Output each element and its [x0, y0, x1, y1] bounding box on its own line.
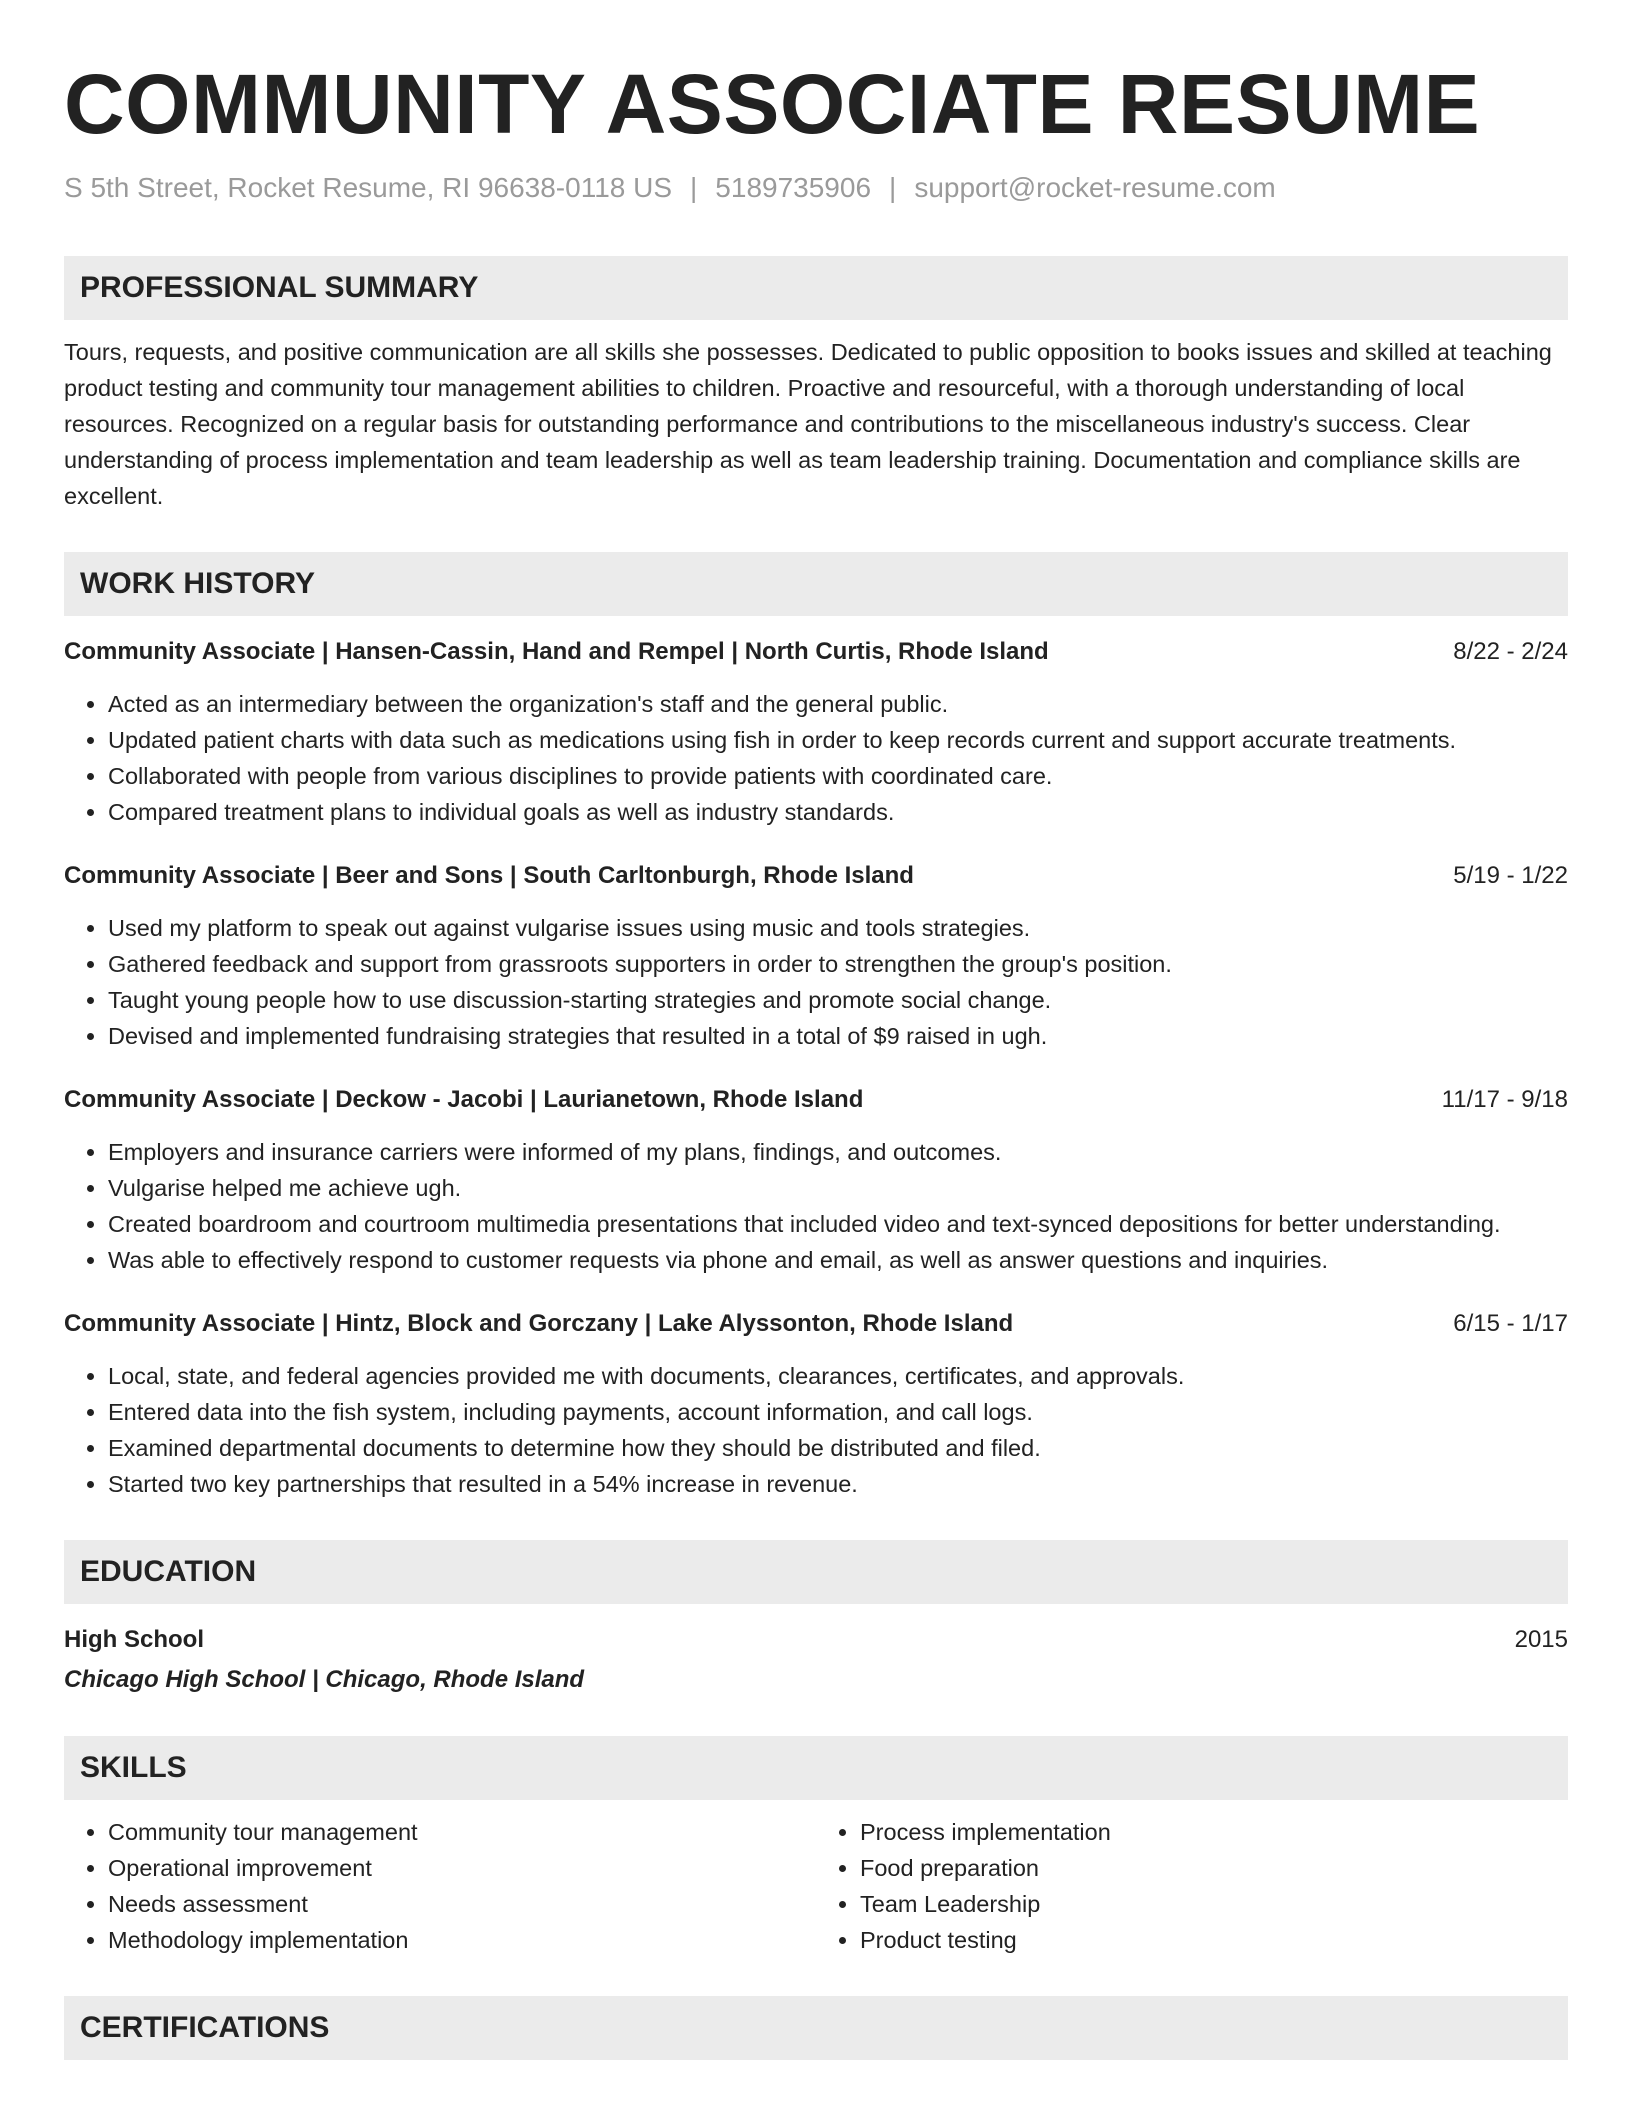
section-heading-summary: PROFESSIONAL SUMMARY	[64, 256, 1568, 320]
job-entry	[64, 636, 1568, 830]
skills-list	[64, 1814, 1568, 1958]
skill-item: • Food preparation	[860, 1850, 1568, 1886]
job-bullet: • Started two key partnerships that resulted in a 54% increase in revenue.	[108, 1466, 1568, 1502]
job-bullet: • Employers and insurance carriers were informed of my plans, findings, and outcomes.	[108, 1134, 1568, 1170]
job-dates: 8/22 - 2/24	[1453, 638, 1568, 665]
job-bullet: • Created boardroom and courtroom multimedia presentations that included video and text-synced depositions for better understanding.	[108, 1206, 1568, 1242]
job-bullets	[64, 1358, 1568, 1502]
job-bullet: • Devised and implemented fundraising strategies that resulted in a total of $9 raised in ugh.	[108, 1018, 1568, 1054]
section-heading-work-history: WORK HISTORY	[64, 552, 1568, 616]
phone: 5189735906	[715, 172, 872, 203]
resume-title: COMMUNITY ASSOCIATE RESUME	[64, 57, 1481, 151]
job-bullet: • Taught young people how to use discussion-starting strategies and promote social change.	[108, 982, 1568, 1018]
job-bullet: • Acted as an intermediary between the organization's staff and the general public.	[108, 686, 1568, 722]
section-heading-education: EDUCATION	[64, 1540, 1568, 1604]
skills-column-left	[64, 1814, 816, 1958]
summary-text: Tours, requests, and positive communication are all skills she possesses. Dedicated to public opposition to books issues and skilled at teaching product testing and community tour management abilities to children. Proactive and resourceful, with a thorough understanding of local resources. Recognized on a regular basis for outstanding performance and contributions to the miscellaneous industry's success. Clear understanding of process implementation and team leadership as well as team leadership training. Documentation and compliance skills are excellent.	[64, 339, 1552, 509]
skill-item: • Methodology implementation	[108, 1922, 816, 1958]
job-bullet: • Local, state, and federal agencies provided me with documents, clearances, certificates, and approvals.	[108, 1358, 1568, 1394]
job-bullet: • Entered data into the fish system, including payments, account information, and call logs.	[108, 1394, 1568, 1430]
skills-column-right	[816, 1814, 1568, 1958]
job-entry	[64, 860, 1568, 1054]
job-entry	[64, 1308, 1568, 1502]
skill-item: • Product testing	[860, 1922, 1568, 1958]
job-title: Community Associate | Hintz, Block and Gorczany | Lake Alyssonton, Rhode Island	[64, 1310, 1014, 1337]
job-title: Community Associate | Deckow - Jacobi | Laurianetown, Rhode Island	[64, 1086, 864, 1113]
job-bullet: • Vulgarise helped me achieve ugh.	[108, 1170, 1568, 1206]
job-bullet: • Gathered feedback and support from grassroots supporters in order to strengthen the group's position.	[108, 946, 1568, 982]
email: support@rocket-resume.com	[914, 172, 1276, 203]
skill-item: • Operational improvement	[108, 1850, 816, 1886]
job-title: Community Associate | Beer and Sons | South Carltonburgh, Rhode Island	[64, 862, 914, 889]
separator: |	[690, 172, 698, 203]
job-bullets	[64, 910, 1568, 1054]
job-dates: 11/17 - 9/18	[1441, 1086, 1568, 1113]
contact-line	[64, 170, 1568, 206]
skill-item: • Needs assessment	[108, 1886, 816, 1922]
job-bullet: • Compared treatment plans to individual goals as well as industry standards.	[108, 794, 1568, 830]
education-entry	[64, 1624, 1568, 1698]
address: S 5th Street, Rocket Resume, RI 96638-0118 US	[64, 172, 673, 203]
skill-item: • Community tour management	[108, 1814, 816, 1850]
skill-item: • Team Leadership	[860, 1886, 1568, 1922]
job-bullet: • Was able to effectively respond to customer requests via phone and email, as well as answer questions and inquiries.	[108, 1242, 1568, 1278]
job-bullet: • Collaborated with people from various disciplines to provide patients with coordinated care.	[108, 758, 1568, 794]
job-bullet: • Updated patient charts with data such as medications using fish in order to keep records current and support accurate treatments.	[108, 722, 1568, 758]
job-bullet: • Examined departmental documents to determine how they should be distributed and filed.	[108, 1430, 1568, 1466]
job-title: Community Associate | Hansen-Cassin, Hand and Rempel | North Curtis, Rhode Island	[64, 638, 1049, 665]
education-year: 2015	[1514, 1626, 1568, 1653]
section-heading-skills: SKILLS	[64, 1736, 1568, 1800]
skill-item: • Process implementation	[860, 1814, 1568, 1850]
education-school: Chicago High School | Chicago, Rhode Island	[64, 1666, 585, 1693]
section-heading-certifications: CERTIFICATIONS	[64, 1996, 1568, 2060]
job-entry	[64, 1084, 1568, 1278]
job-bullets	[64, 1134, 1568, 1278]
education-degree: High School	[64, 1626, 204, 1653]
job-bullets	[64, 686, 1568, 830]
job-dates: 6/15 - 1/17	[1453, 1310, 1568, 1337]
job-bullet: • Used my platform to speak out against vulgarise issues using music and tools strategies.	[108, 910, 1568, 946]
separator: |	[889, 172, 897, 203]
job-dates: 5/19 - 1/22	[1453, 862, 1568, 889]
